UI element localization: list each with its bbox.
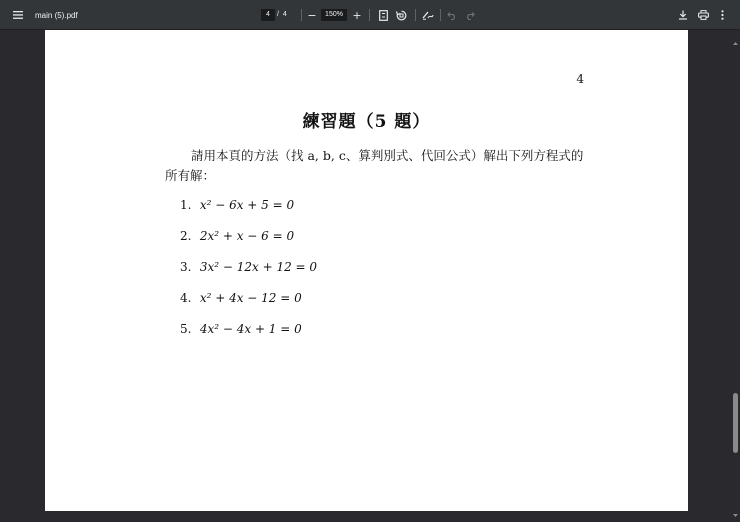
problem-number: 5. — [180, 322, 192, 336]
pdf-page — [45, 30, 688, 511]
annotate-pen-icon[interactable] — [420, 7, 436, 23]
fit-page-icon[interactable] — [375, 7, 391, 23]
toolbar-divider — [415, 9, 416, 21]
page-separator: / — [277, 11, 279, 18]
page-total — [277, 9, 287, 21]
problem-item — [180, 291, 302, 305]
more-options-icon[interactable] — [714, 7, 730, 23]
problem-item — [180, 198, 294, 212]
zoom-in-button[interactable]: + — [352, 8, 362, 22]
problem-equation: 2x² + x − 6 = 0 — [199, 229, 295, 243]
pdf-toolbar — [0, 0, 740, 30]
problem-number: 4. — [180, 291, 192, 305]
page-number-input[interactable]: 4 — [261, 9, 275, 21]
toolbar-divider — [440, 9, 441, 21]
problem-number: 1. — [180, 198, 192, 212]
scrollbar-thumb[interactable] — [733, 393, 738, 453]
problem-number: 2. — [180, 229, 192, 243]
scroll-down-icon[interactable] — [733, 503, 738, 508]
print-icon[interactable] — [695, 7, 711, 23]
problem-equation: 4x² − 4x + 1 = 0 — [199, 322, 302, 336]
zoom-level-input[interactable]: 150% — [321, 9, 347, 21]
menu-icon[interactable] — [10, 0, 26, 30]
zoom-out-button[interactable]: − — [307, 8, 317, 22]
problem-item — [180, 229, 294, 243]
exercise-heading: 練習題（5 題） — [302, 112, 431, 132]
scroll-up-icon[interactable] — [733, 31, 738, 36]
instruction-text: 請用本頁的方法（找 a, b, c、算判別式、代回公式）解出下列方程式的所有解： — [165, 148, 584, 183]
undo-icon[interactable] — [444, 7, 460, 23]
problem-number: 3. — [180, 260, 192, 274]
toolbar-divider — [301, 9, 302, 21]
problem-equation: x² + 4x − 12 = 0 — [199, 291, 302, 305]
page-number-label: 4 — [576, 72, 584, 86]
problem-equation: x² − 6x + 5 = 0 — [199, 198, 295, 212]
problem-equation: 3x² − 12x + 12 = 0 — [199, 260, 318, 274]
file-name: main (5).pdf — [35, 10, 78, 20]
problem-item — [180, 260, 317, 274]
page-total-count: 4 — [282, 11, 287, 18]
redo-icon[interactable] — [462, 7, 478, 23]
problem-item — [180, 322, 302, 336]
rotate-icon[interactable] — [393, 7, 409, 23]
toolbar-divider — [369, 9, 370, 21]
download-icon[interactable] — [675, 7, 691, 23]
